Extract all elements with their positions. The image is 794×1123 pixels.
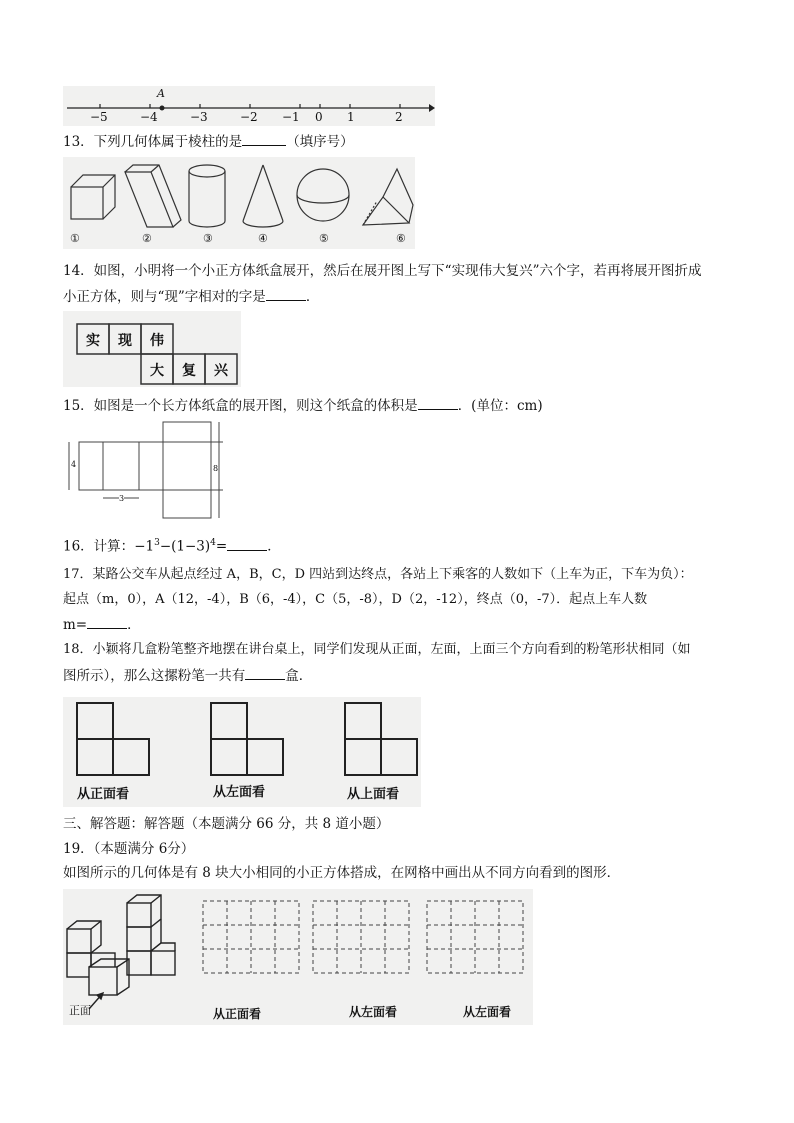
solid-label: ① [70,232,80,245]
q14-line1: 14．如图，小明将一个小正方体纸盒展开，然后在展开图上写下“实现伟大复兴”六个字，若再将展开图折成 [63,263,702,279]
tick-label: −3 [190,110,208,124]
q19-figure [63,889,533,1025]
solid-label: ④ [258,232,268,245]
q18-line1: 18．小颖将几盒粉笔整齐地摆在讲台桌上，同学们发现从正面，左面，上面三个方向看到的粉笔形状相同（如 [63,642,691,657]
solid-label: ② [142,232,152,245]
tick-label: 0 [315,110,323,124]
front-label: 正面 [69,1004,91,1017]
q13-solids-figure [63,157,415,249]
q14-line2: 小正方体，则与“现”字相对的字是 ． [63,289,320,305]
net-cell: 复 [182,363,196,379]
q16-answer-blank[interactable] [227,537,267,551]
q17-line2: 起点（m，0），A（12，-4），B（6，-4），C（5，-8），D（2，-12），终点（0，-7）．起点上车人数 [63,592,648,607]
q19-head: 19．（本题满分 6分） [63,841,195,857]
point-a-dot [160,106,165,111]
q14-answer-blank[interactable] [266,287,306,301]
number-line-figure [63,86,435,126]
q17-answer-blank[interactable] [87,615,127,629]
q19-text: 如图所示的几何体是有 8 块大小相同的小正方体搭成，在网格中画出从不同方向看到的图形． [63,865,621,881]
tick-label: −2 [240,110,258,124]
view-caption: 从左面看 [213,785,266,800]
solid-label: ⑥ [396,232,406,245]
box-net-svg [63,420,223,522]
solids-svg [63,157,415,249]
q16-text: 16．计算：$-1^3-(1-3)^4=$ ． [63,538,281,555]
net-cell: 兴 [214,363,228,379]
q15-net-figure [63,420,223,522]
dim-label: 8 [213,464,219,473]
net-cell: 伟 [150,333,164,349]
solid-label: ③ [203,232,213,245]
tick-label: −1 [282,110,300,124]
point-a-label: A [157,87,165,100]
grid-caption: 从左面看 [463,1005,512,1019]
net-cell: 实 [86,333,100,349]
solid-label: ⑤ [319,232,329,245]
q18-views-figure [63,697,421,807]
view-caption: 从上面看 [347,787,400,802]
net-cell: 现 [118,333,132,349]
q15-answer-blank[interactable] [418,396,458,410]
q18-answer-blank[interactable] [245,666,285,680]
tick-label: −4 [140,110,158,124]
q18-line2: 图所示），那么这摞粉笔一共有 盒． [63,668,313,684]
grid-caption: 从正面看 [213,1007,262,1021]
net-cell: 大 [150,363,164,379]
section3-title: 三、解答题：解答题（本题满分 66 分，共 8 道小题） [63,816,390,832]
dim-label: 4 [71,460,77,469]
tick-label: 1 [347,110,355,124]
dim-label: 3 [119,494,125,503]
q14-net-figure [63,311,241,387]
q17-line1: 17．某路公交车从起点经过 A，B，C，D 四站到达终点，各站上下乘客的人数如下（上车为正，下车为负）： [63,567,693,582]
view-caption: 从正面看 [77,787,130,802]
tick-label: 2 [395,110,403,124]
q17-line3: m= ． [63,617,141,633]
grid-caption: 从左面看 [349,1005,398,1019]
q15-text: 15．如图是一个长方体纸盒的展开图，则这个纸盒的体积是 ．(单位：cm) [63,398,543,414]
q13-answer-blank[interactable] [242,132,286,146]
tick-label: −5 [90,110,108,124]
q13-text: 13．下列几何体属于棱柱的是 （填序号） [63,134,354,150]
